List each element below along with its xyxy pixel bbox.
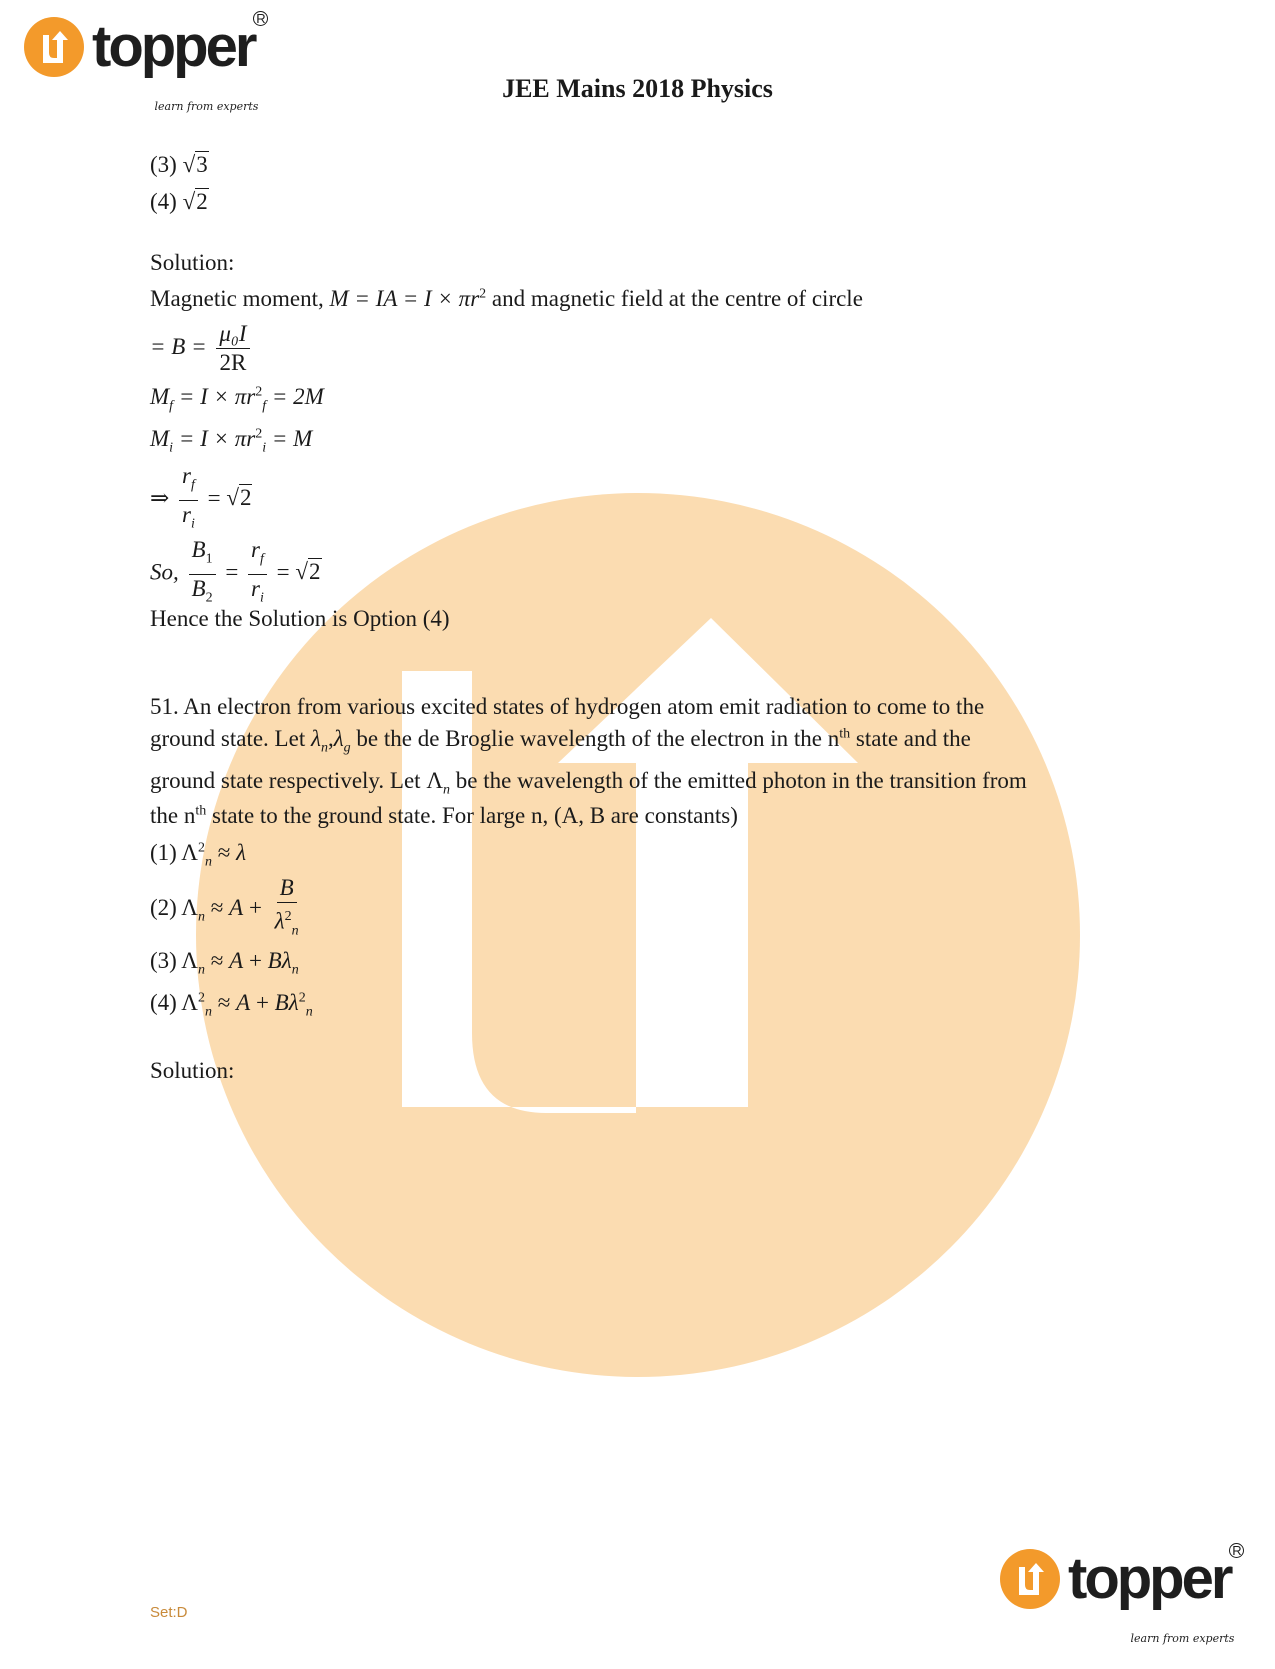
field-ratio-eq: So, $\frac{B_1}{B_2}$ = $\frac{r_f}{r_i}$ = √2 <box>150 537 321 606</box>
page-title: JEE Mains 2018 Physics <box>502 74 773 103</box>
registered-icon-footer: R <box>1229 1543 1244 1558</box>
prev-option-3: (3) √3 <box>150 152 208 177</box>
question-51-line3: ground state respectively. Let $\Lambda_n$ be the wavelength of the emitted photon in the transition from <box>150 768 1027 798</box>
topper-u-icon <box>24 17 84 77</box>
option-2[interactable]: (2) $\Lambda_n \approx A$ + $\frac{B}{\lambda^2_n}$ <box>150 875 299 939</box>
field-formula: = B = $\frac{\text{μ₀I}}{2R}$ <box>150 320 254 377</box>
topper-logo-bottom[interactable] <box>1000 1543 1242 1645</box>
brand-name: topper <box>92 14 255 79</box>
set-label: Set:D <box>150 1604 188 1621</box>
question-51-line4: the $n^{th}$ state to the ground state. For large n, (A, B are constants) <box>150 803 738 828</box>
footer-brand-tagline: learn from experts <box>1130 1632 1235 1645</box>
question-51-solution-heading: Solution: <box>150 1058 235 1083</box>
registered-icon: R <box>253 11 268 26</box>
prev-option-4: (4) √2 <box>150 189 208 214</box>
question-51-line2: ground state. Let $\lambda_n,\lambda_g$ be the de Broglie wavelength of the electron in the $n^{th}$ state and the <box>150 726 971 756</box>
option-3[interactable]: (3) $\Lambda_n \approx A + B\lambda_n$ <box>150 948 299 978</box>
brand-tagline: learn from experts <box>154 100 259 113</box>
question-51-line1: 51. An electron from various excited states of hydrogen atom emit radiation to come to the <box>150 694 985 719</box>
magnetic-moment-line: Magnetic moment, M = IA = $I \times \pi r^2$ and magnetic field at the centre of circle <box>150 286 863 311</box>
option-1[interactable]: (1) $\Lambda^2_n \approx \lambda$ <box>150 840 247 870</box>
initial-moment-eq: $M_i = I \times \pi r^2_i = M$ <box>150 426 313 456</box>
topper-u-icon-footer <box>1000 1549 1060 1609</box>
radius-ratio-eq: ⇒ $\frac{r_f}{r_i}$ = √2 <box>150 463 252 532</box>
option-4[interactable]: (4) $\Lambda^2_n \approx A + B\lambda^2_n$ <box>150 990 313 1020</box>
solution-heading: Solution: <box>150 250 235 275</box>
topper-logo-top[interactable] <box>24 11 266 113</box>
footer-brand-name: topper <box>1068 1546 1231 1611</box>
solution-conclusion: Hence the Solution is Option (4) <box>150 606 450 631</box>
final-moment-eq: $M_f = I \times \pi r^2_f = 2M$ <box>150 384 324 414</box>
